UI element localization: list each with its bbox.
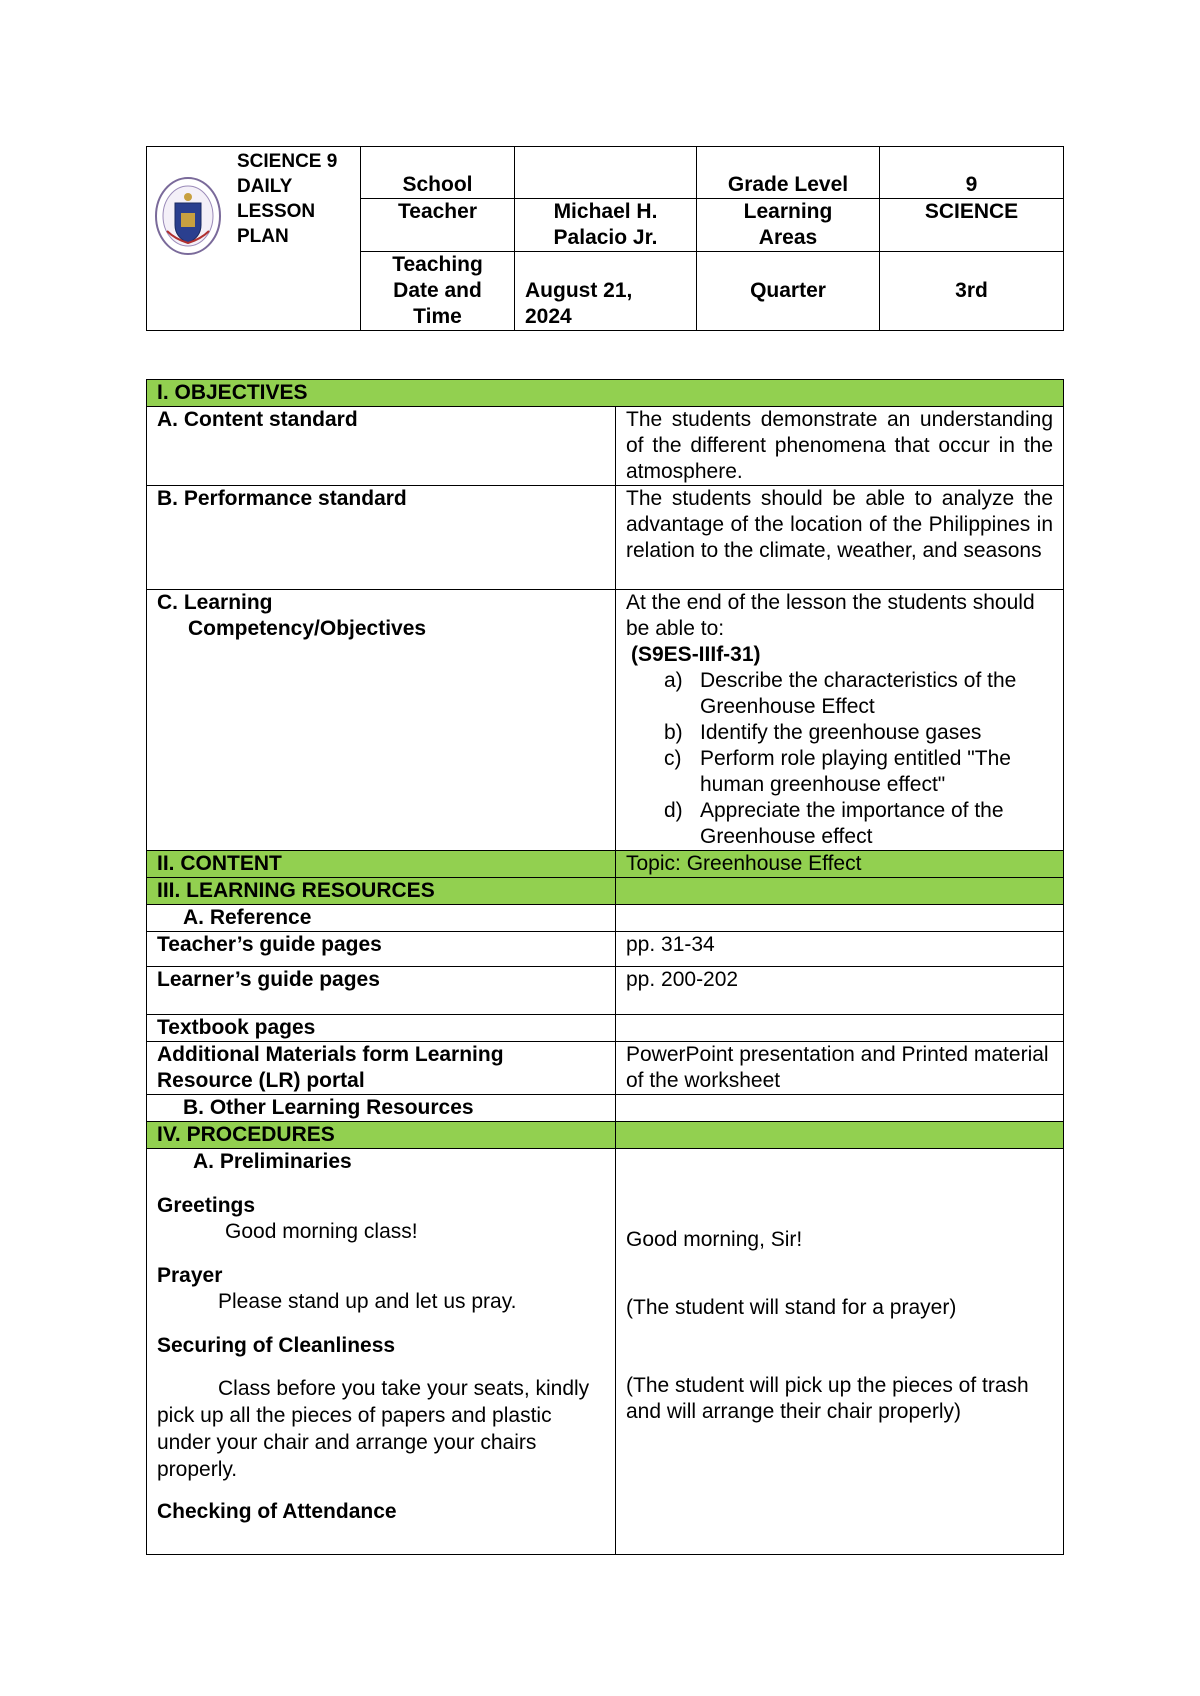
logo-title-cell	[147, 147, 361, 331]
title-line: DAILY	[237, 176, 293, 197]
teaching-line: Date and	[393, 279, 482, 302]
competency-label-line: Competency/Objectives	[188, 617, 427, 640]
item-text: Identify the greenhouse gases	[700, 721, 982, 744]
quarter-value: 3rd	[880, 252, 1064, 331]
teacher-line: Michael H.	[553, 200, 658, 223]
teacher-label: Teacher	[361, 199, 515, 252]
learning-areas-line: Areas	[758, 226, 818, 249]
teaching-date-value	[515, 252, 697, 331]
teacher-line: Palacio Jr.	[553, 226, 658, 249]
title-line: PLAN	[237, 226, 289, 247]
additional-materials-value: PowerPoint presentation and Printed material of the worksheet	[616, 1042, 1064, 1095]
competency-code: (S9ES-IIIf-31)	[631, 643, 761, 666]
content-topic: Topic: Greenhouse Effect	[616, 851, 1064, 878]
greetings-label: Greetings	[157, 1194, 256, 1217]
performance-standard-label: B. Performance standard	[147, 486, 616, 590]
teaching-line: Time	[413, 305, 462, 328]
list-item	[626, 668, 1053, 720]
teachers-guide-value: pp. 31-34	[616, 932, 1064, 967]
learning-areas-line: Learning	[743, 200, 833, 223]
item-letter: c)	[664, 747, 682, 770]
other-resources-value	[616, 1095, 1064, 1122]
cleanliness-student: (The student will pick up the pieces of trash and will arrange their chair properly)	[626, 1374, 1029, 1423]
competency-intro: At the end of the lesson the students should be able to:	[626, 591, 1035, 640]
learning-areas-value: SCIENCE	[880, 199, 1064, 252]
item-text: Perform role playing entitled "The human greenhouse effect"	[700, 747, 1011, 796]
deped-seal-icon	[155, 173, 221, 259]
dlp-title	[237, 149, 337, 249]
performance-standard-value: The students should be able to analyze the advantage of the location of the Philippines in relation to the climate, weather, and seasons	[616, 486, 1064, 590]
learners-guide-value: pp. 200-202	[616, 967, 1064, 1015]
preliminaries-label: A. Preliminaries	[193, 1150, 352, 1173]
teacher-value	[515, 199, 697, 252]
school-value	[515, 147, 697, 199]
prayer-label: Prayer	[157, 1264, 223, 1287]
item-letter: a)	[664, 669, 683, 692]
objective-list	[626, 668, 1053, 850]
prayer-teacher: Please stand up and let us pray.	[218, 1290, 517, 1313]
teachers-guide-label: Teacher’s guide pages	[147, 932, 616, 967]
procedures-teacher-cell	[147, 1149, 616, 1555]
cleanliness-label: Securing of Cleanliness	[157, 1334, 396, 1357]
competency-label-line: C. Learning	[157, 591, 273, 614]
lesson-plan-body	[146, 379, 1064, 1555]
item-letter: b)	[664, 721, 683, 744]
reference-label: A. Reference	[147, 905, 616, 932]
procedures-heading: IV. PROCEDURES	[147, 1122, 616, 1149]
title-line: LESSON	[237, 201, 316, 222]
resources-heading-blank	[616, 878, 1064, 905]
procedures-heading-blank	[616, 1122, 1064, 1149]
grade-level-value: 9	[880, 147, 1064, 199]
teaching-line: Teaching	[392, 253, 483, 276]
school-label: School	[361, 147, 515, 199]
procedures-student-cell	[616, 1149, 1064, 1555]
additional-materials-label: Additional Materials form Learning Resource (LR) portal	[147, 1042, 616, 1095]
other-resources-label: B. Other Learning Resources	[147, 1095, 616, 1122]
content-standard-label: A. Content standard	[147, 407, 616, 486]
list-item	[626, 798, 1053, 850]
attendance-label: Checking of Attendance	[157, 1500, 397, 1523]
learners-guide-label: Learner’s guide pages	[147, 967, 616, 1015]
teaching-date-label	[361, 252, 515, 331]
list-item	[626, 720, 1053, 746]
date-line: 2024	[525, 305, 572, 328]
greetings-student: Good morning, Sir!	[626, 1228, 803, 1251]
title-line: SCIENCE 9	[237, 151, 338, 172]
content-standard-value: The students demonstrate an understanding of the different phenomena that occur in the atmosphere.	[616, 407, 1064, 486]
competency-label	[147, 590, 616, 851]
resources-heading: III. LEARNING RESOURCES	[147, 878, 616, 905]
objectives-heading: I. OBJECTIVES	[147, 380, 1064, 407]
cleanliness-teacher: Class before you take your seats, kindly pick up all the pieces of papers and plastic under your chair and arrange your chairs properly.	[157, 1377, 590, 1481]
date-line: August 21,	[525, 279, 633, 302]
prayer-student: (The student will stand for a prayer)	[626, 1296, 957, 1319]
grade-level-label: Grade Level	[697, 147, 880, 199]
item-text: Appreciate the importance of the Greenhouse effect	[700, 799, 1004, 848]
item-letter: d)	[664, 799, 683, 822]
greetings-teacher: Good morning class!	[225, 1220, 418, 1243]
item-text: Describe the characteristics of the Greenhouse Effect	[700, 669, 1017, 718]
lesson-plan-header	[146, 146, 1064, 331]
content-heading: II. CONTENT	[147, 851, 616, 878]
textbook-label: Textbook pages	[147, 1015, 616, 1042]
quarter-label: Quarter	[697, 252, 880, 331]
learning-areas-label	[697, 199, 880, 252]
competency-value	[616, 590, 1064, 851]
reference-value	[616, 905, 1064, 932]
list-item	[626, 746, 1053, 798]
textbook-value	[616, 1015, 1064, 1042]
